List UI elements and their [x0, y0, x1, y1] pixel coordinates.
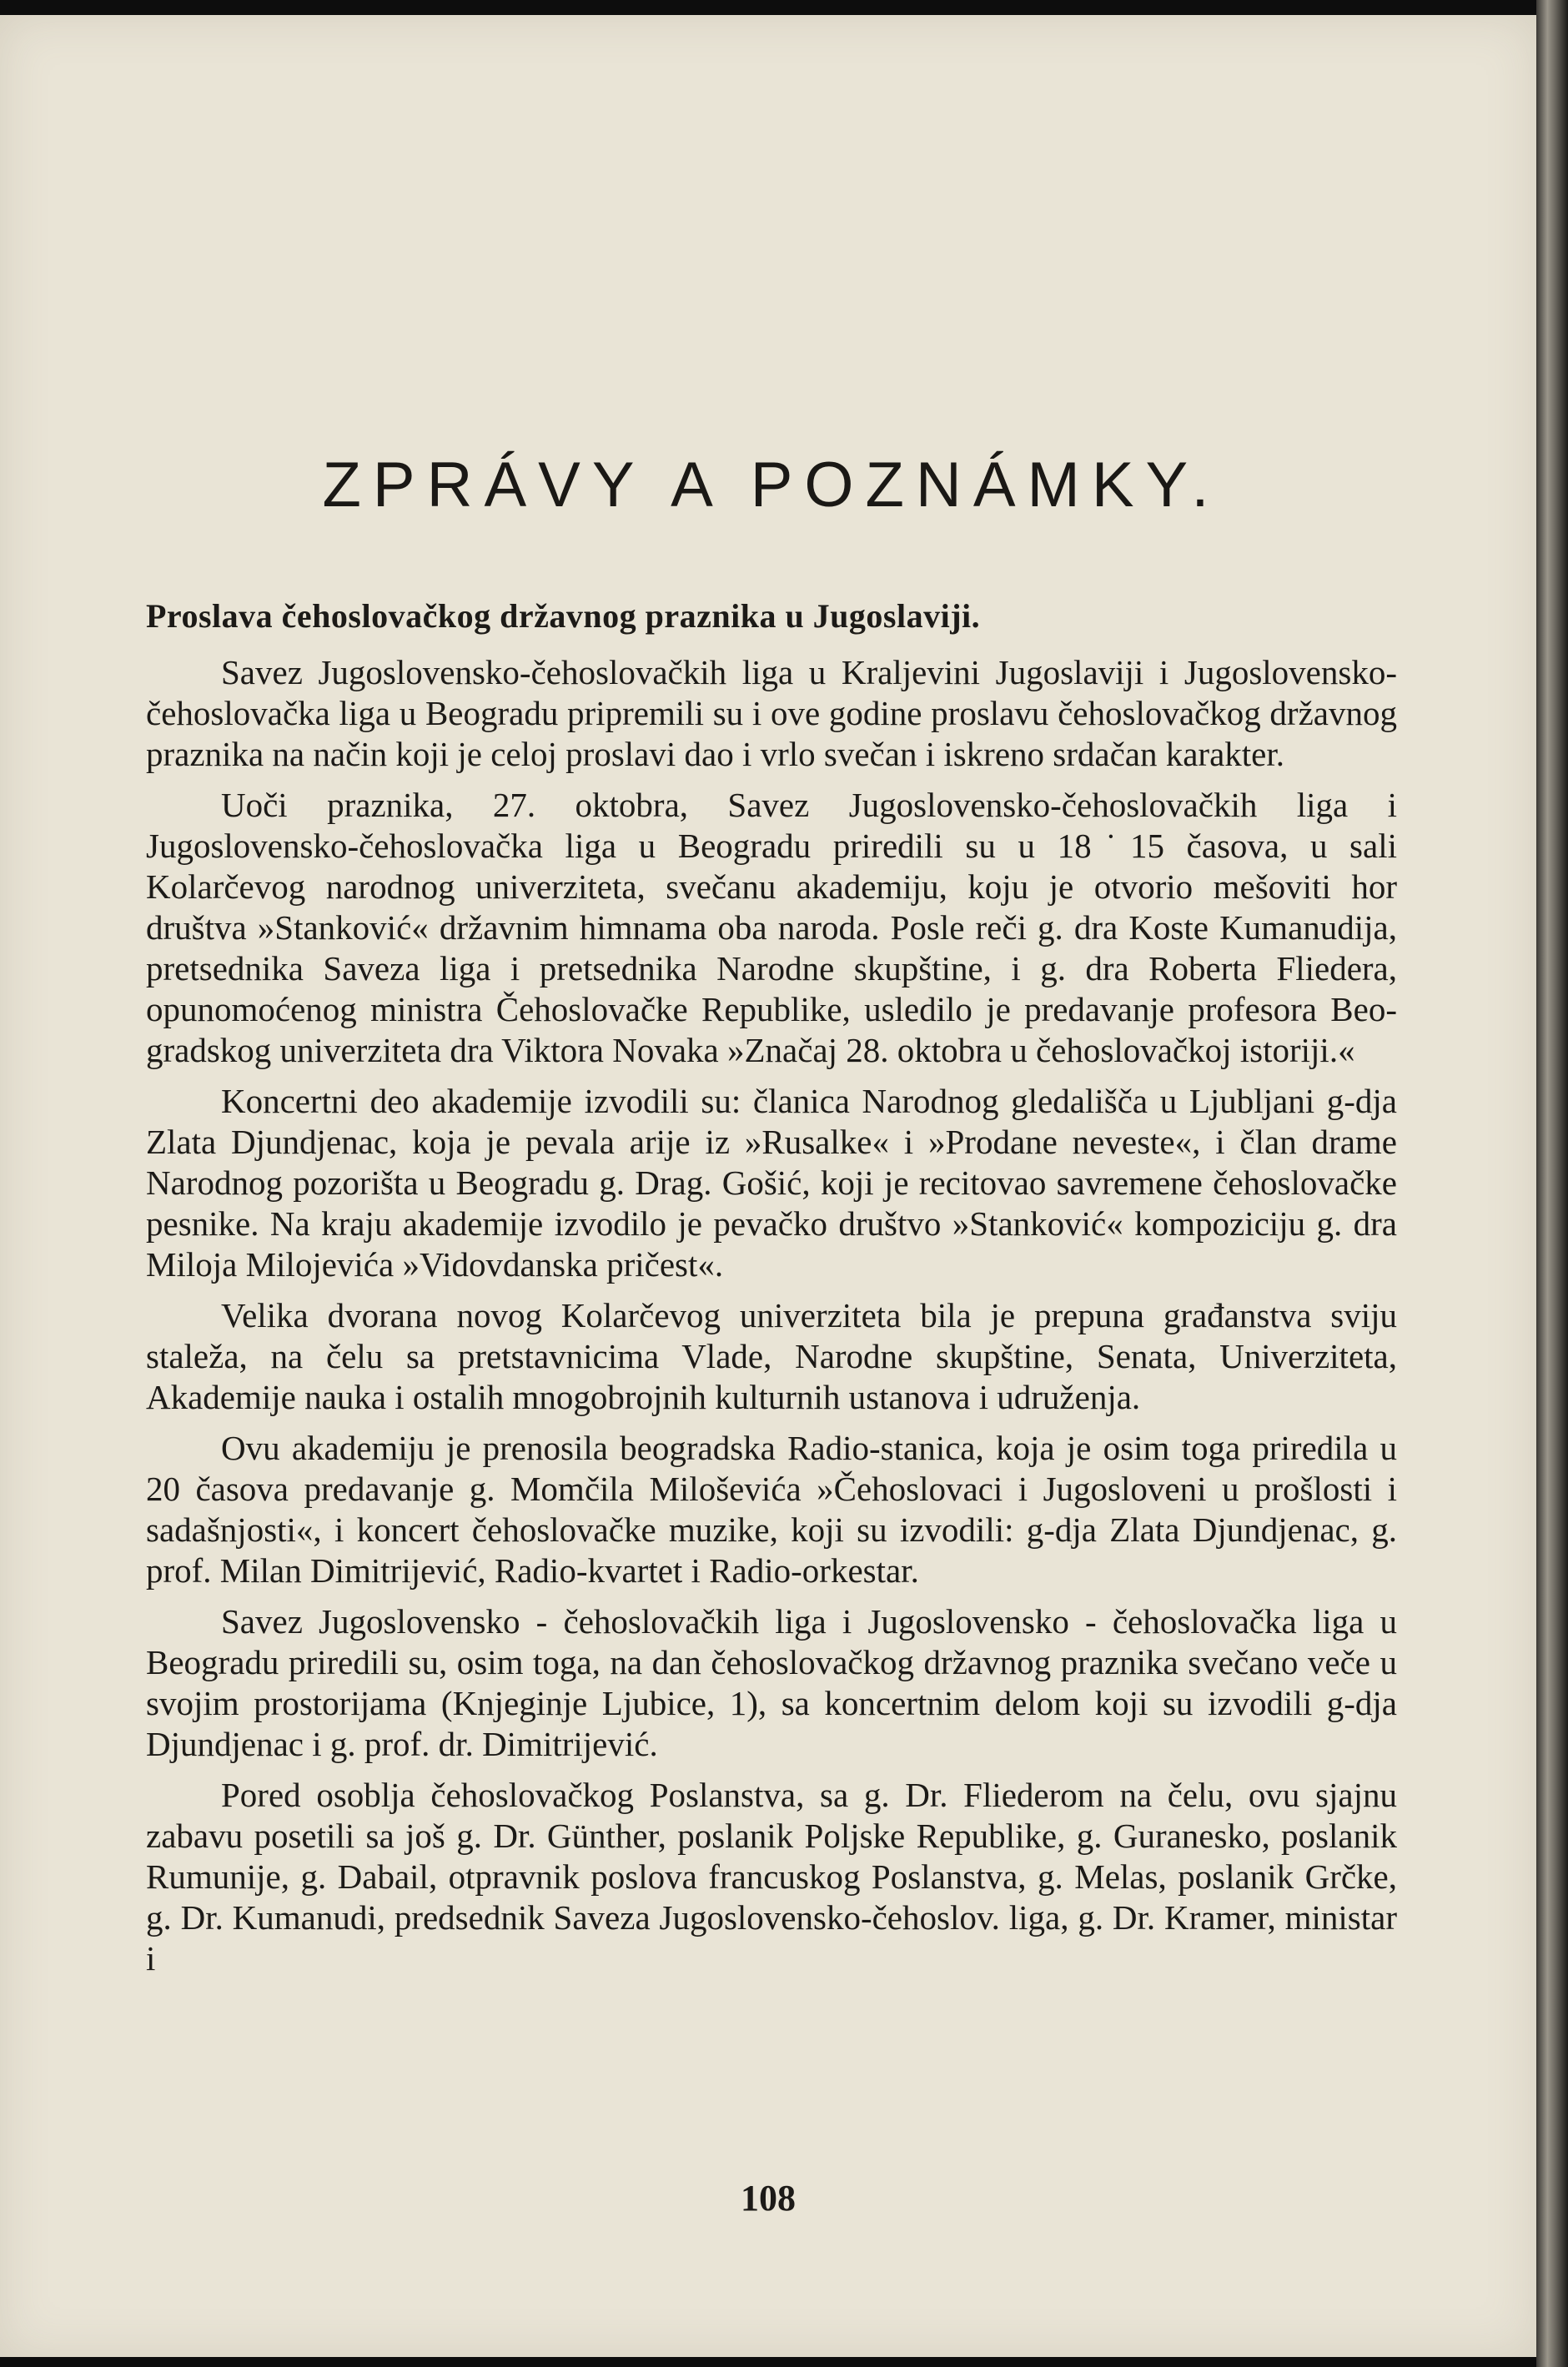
paragraph-4: Velika dvorana novog Kolarčevog univerziteta bila je prepuna građanstva sviju staleža, na čelu sa pretstavnicima Vlade, Narodne skupštine, Senata, Univerziteta, Akademije nauka i ostalih mnogobrojnih kulturnih ustanova i udruženja.	[146, 1296, 1397, 1416]
paragraph-6: Savez Jugoslovensko - čehoslovačkih liga i Jugoslovensko - čehoslovačka liga u Beogradu priredili su, osim toga, na dan čehoslovačkog državnog praznika svečano veče u svojim prostorijama (Knjeginje Ljubice, 1), sa koncertnim delom koji su izvodili g-dja Djundjenac i g. prof. dr. Dimitrijević.	[146, 1602, 1397, 1763]
book-spine-edge	[1536, 0, 1568, 2367]
section-title: ZPRÁVY A POZNÁMKY.	[322, 450, 1221, 520]
page-number: 108	[741, 2178, 796, 2219]
paragraph-2: Uoči praznika, 27. oktobra, Savez Jugoslovensko-čehoslovačkih liga i Jugoslovensko-čehoslovačka liga u Beogradu priredili su u 18˙15 časova, u sali Kolarčevog narodnog univerziteta, svečanu akademiju, koju je otvorio mešoviti hor društva »Stanković« državnim himnama oba naroda. Posle reči g. dra Koste Kumanudija, pretsednika Saveza liga i pretsednika Narodne skupštine, i g. dra Roberta Fliedera, opunomoćenog ministra Čehoslovačke Republike, usledilo je predavanje profesora Beogradskog univerziteta dra Viktora Novaka »Značaj 28. oktobra u čehoslovačkoj istoriji.«	[146, 786, 1397, 1069]
book-page	[0, 15, 1536, 2357]
paragraph-3: Koncertni deo akademije izvodili su: članica Narodnog gledališča u Ljubljani g-dja Zlata Djundjenac, koja je pevala arije iz »Rusalke« i »Prodane neveste«, i član drame Narodnog pozorišta u Beogradu g. Drag. Gošić, koji je recitovao savremene čehoslovačke pesnike. Na kraju akademije izvodilo je pevačko društvo »Stanković« kompoziciju g. dra Miloja Milojevića »Vidovdanska pričest«.	[146, 1082, 1397, 1284]
article-heading: Proslava čehoslovačkog državnog praznika u Jugoslaviji.	[146, 597, 981, 635]
paragraph-1: Savez Jugoslovensko-čehoslovačkih liga u Kraljevini Jugoslaviji i Jugoslovensko-čehoslovačka liga u Beogradu pripremili su i ove godine proslavu čehoslovačkog državnog praznika na način koji je celoj proslavi dao i vrlo svečan i iskreno srdačan karakter.	[146, 653, 1397, 773]
page-content	[146, 449, 1397, 1989]
paragraph-7: Pored osoblja čehoslovačkog Poslanstva, sa g. Dr. Fliederom na čelu, ovu sjajnu zabavu posetili sa još g. Dr. Günther, poslanik Poljske Republike, g. Guranesko, poslanik Rumunije, g. Dabail, otpravnik poslova francuskog Poslanstva, g. Melas, poslanik Grčke, g. Dr. Kumanudi, predsednik Saveza Jugoslovensko-čehoslov. liga, g. Dr. Kramer, ministar i	[146, 1776, 1397, 1978]
paragraph-5: Ovu akademiju je prenosila beogradska Radio-stanica, koja je osim toga priredila u 20 časova predavanje g. Momčila Miloševića »Čehoslovaci i Jugosloveni u prošlosti i sadašnjosti«, i koncert čehoslovačke muzike, koji su izvodili: g-dja Zlata Djundjenac, g. prof. Milan Dimitrijević, Radio-kvartet i Radio-orkestar.	[146, 1429, 1397, 1590]
